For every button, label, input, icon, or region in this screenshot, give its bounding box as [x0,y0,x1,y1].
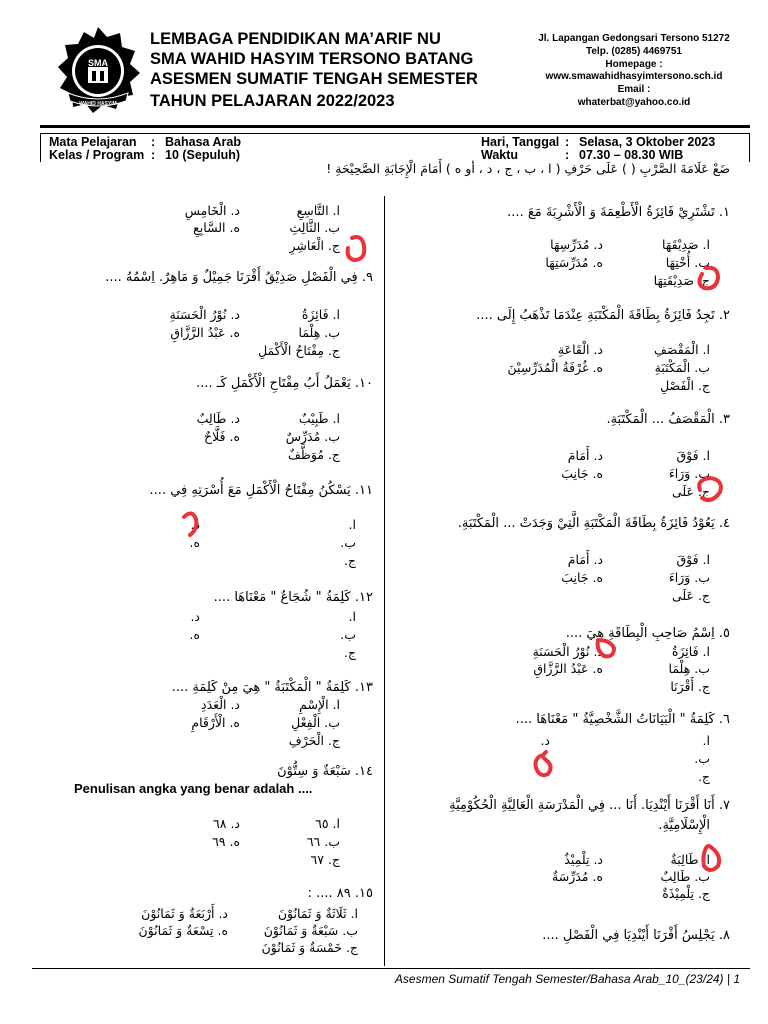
option-b[interactable]: ب. الْمَكْتَبَةِ [654,360,710,375]
option-e[interactable]: ه. جَانِبَ [561,466,603,481]
option-e[interactable]: ه. [189,535,200,550]
option-e[interactable]: ه. جَانِبَ [561,570,603,585]
option-c[interactable]: ج. مِفْتَاحُ الْأَكْمَلِ [258,343,340,358]
option-d[interactable]: د. نُوْرُ الْحَسَنَةِ [169,307,240,322]
option-e[interactable]: ه. مُدَرِّسَتِهَا [545,255,603,270]
question-number: ١١. [354,483,373,498]
question-number: ٨. [718,928,730,943]
answer-mark-1 [699,268,718,289]
option-a[interactable]: ا. الْإِسْمِ [299,697,340,712]
colon: : [565,148,570,162]
footer-divider [32,968,750,969]
question-text: تَجِدُ فَائِزَةُ بِطَاقَةَ الْمَكْتَبَةِ عِنْدَمَا تَذْهَبُ إِلَى .... [476,308,715,323]
question-text: يَجْلِسُ أَقْرَنَا أَيْنْدِيَا فِي الْفَصْلِ .... [542,928,715,943]
option-b[interactable]: ب. [340,535,356,550]
question-number: ١. [718,205,730,220]
option-a[interactable]: ا. فَوْقَ [676,448,710,463]
question-number: ٥. [718,626,730,641]
option-e[interactable]: ه. عَبْدُ الرَّزَّاقِ [533,661,603,676]
option-b[interactable]: ب. [340,627,356,642]
question-text: سَبْعَةٌ وَ سِتُّوْنَ [277,764,351,779]
option-d[interactable]: د. طَالِبٌ [196,411,240,426]
option-e[interactable]: ه. عَبْدُ الرَّزَّاقِ [170,325,240,340]
option-b[interactable]: ب. [694,751,710,766]
page-footer: Asesmen Sumatif Tengah Semester/Bahasa Arab_10_(23/24) | 1 [394,972,740,986]
question-number: ٢. [718,308,730,323]
option-d[interactable]: د. [190,517,200,532]
option-a[interactable]: ا. [348,517,356,532]
option-c[interactable]: ج. عَلَى [671,484,710,499]
question-number: ٩. [361,270,373,285]
option-b[interactable]: ب. وَرَاءَ [668,466,710,481]
header-exam-title: ASESMEN SUMATIF TENGAH SEMESTER [150,70,478,88]
email-label: Email : [617,84,651,96]
option-a[interactable]: ا. طَبِيْبٌ [298,411,340,426]
option-d[interactable]: د. نُوْرُ الْحَسَنَةِ [532,644,603,659]
option-c[interactable]: ج. [343,553,356,568]
question-number: ١٤. [354,764,373,779]
colon: : [565,135,570,149]
option-d[interactable]: د. أَرْبَعَةٌ وَ ثَمَانُوْنَ [141,906,228,921]
option-d[interactable]: د. تِلْمِيْذٌ [564,852,603,867]
header-academic-year: TAHUN PELAJARAN 2022/2023 [150,92,395,110]
colon: : [151,135,156,149]
option-c[interactable]: ج. ٦٧ [310,852,340,867]
answer-mark-6 [536,752,551,775]
option-b[interactable]: ب. وَرَاءَ [668,570,710,585]
option-b[interactable]: ب. الْفِعْلِ [291,715,340,730]
question-text: أَنَا أَقْرَنَا أَيْنْدِيَا. أَنَا ... فِي الْمَدْرَسَةِ الْعَالِيَّةِ الْحُكُوْمِيَّةِ [449,798,715,813]
question-number: ٦. [718,712,730,727]
subject-label: Mata Pelajaran [49,135,137,149]
question-number: ١٢. [354,590,373,605]
option-e[interactable]: ه. فَلَّاحٌ [204,429,240,444]
option-b[interactable]: ب. هِلْمَا [668,661,710,676]
option-a[interactable]: ا. [702,733,710,748]
option-b[interactable]: ب. هِلْمَا [298,325,340,340]
option-e[interactable]: ه. [189,627,200,642]
option-e[interactable]: ه. مُدَرِّسَةٌ [552,869,603,884]
logo-text: SMA [88,58,108,68]
option-c[interactable]: ج. عَلَى [671,588,710,603]
homepage-label: Homepage : [605,58,663,70]
option-b[interactable]: ب. الثَّالِثِ [289,220,340,235]
question-text: ٨٩ .... : [307,886,351,901]
option-e[interactable]: ه. ٦٩ [212,834,240,849]
logo-ribbon-text: WAHID HASYIM [79,101,117,107]
question-number: ٣. [718,412,730,427]
option-c[interactable]: ج. [343,645,356,660]
question-number: ١٠. [354,376,373,391]
colon: : [151,148,156,162]
option-a[interactable]: ا. فَائِزَةُ [301,307,340,322]
email-link[interactable]: whaterbat@yahoo.co.id [577,96,691,108]
question-text: الْمَقْصَفُ ... الْمَكْتَبَةِ. [606,412,715,427]
option-c[interactable]: ج. تِلْمِيْذَةٌ [662,886,710,901]
question-7-continued: الْإِسْلَامِيَّةِ. [658,818,710,833]
option-a[interactable]: ا. فَوْقَ [676,552,710,567]
class-label: Kelas / Program [49,148,145,162]
option-d[interactable]: د. مُدَرِّسِهَا [550,237,603,252]
header-school-name: SMA WAHID HASYIM TERSONO BATANG [150,50,474,68]
option-c[interactable]: ج. الْحَرْفِ [288,733,340,748]
option-a[interactable]: ا. الْمَقْصَفِ [653,342,710,357]
question-text: كَلِمَةُ " الْبَيَانَاتُ الشَّخْصِيَّةُ " مَعْنَاهَا .... [515,712,715,727]
option-c[interactable]: ج. مُوَظَّفٌ [287,447,340,462]
date-value: Selasa, 3 Oktober 2023 [579,135,716,149]
answer-mark-8 [348,237,365,260]
question-text: يَسْكُنُ مِفْتَاحُ الْأَكْمَلِ مَعَ أُسْرَتِهِ فِي .... [149,483,351,498]
question-14-prompt: Penulisan angka yang benar adalah .... [74,781,313,796]
homepage-link[interactable]: www.smawahidhasyimtersono.sch.id [545,71,723,83]
question-text: يَعُوْدُ فَائِزَةُ بِطَاقَةَ الْمَكْتَبَةِ الَّتِيْ وَجَدَتْ ... الْمَكْتَبَةِ. [457,516,715,531]
option-d[interactable]: د. [190,609,200,624]
question-number: ٧. [718,798,730,813]
time-value: 07.30 – 08.30 WIB [579,148,684,162]
option-b[interactable]: ب. مُدَرِّسٌ [285,429,340,444]
option-a[interactable]: ا. صَدِيْقَهَا [662,237,710,252]
option-c[interactable]: ج. صَدِيْقَتِهَا [653,273,710,288]
answer-mark-11 [184,513,196,535]
option-e[interactable]: ه. غُرْفَةُ الْمُدَرِّسِيْنَ [507,360,603,375]
question-text: تَشْتَرِيْ فَائِزَةُ الْأَطْعِمَةَ وَ الْأَشْرِبَةَ مَعَ .... [507,205,715,220]
option-a[interactable]: ا. فَائِزَةُ [671,644,710,659]
answer-mark-5 [598,640,614,656]
question-number: ١٥. [354,886,373,901]
answer-mark-3 [699,478,721,500]
class-value: 10 (Sepuluh) [165,148,241,162]
question-text: اِسْمُ صَاحِبِ الْبِطَاقَةِ هِيَ .... [565,626,715,641]
option-b[interactable]: ب. سَبْعَةٌ وَ ثَمَانُوْنَ [263,923,358,938]
option-e[interactable]: ه. الْأَرْقَامِ [191,715,240,730]
time-label: Waktu [481,148,519,162]
option-d[interactable]: د. الْعَدَدِ [201,697,240,712]
option-a[interactable]: ا. [348,609,356,624]
option-c[interactable]: ج. الْعَاشِرِ [289,238,340,253]
option-c[interactable]: ج. خَمْسَةٌ وَ ثَمَانُوْنَ [261,940,358,955]
option-c[interactable]: ج. أَقْرَنَا [670,679,710,694]
option-d[interactable]: د. أَمَامَ [567,552,603,567]
option-e[interactable]: ه. تِسْعَةٌ وَ ثَمَانُوْنَ [138,923,228,938]
option-a[interactable]: ا. ٦٥ [315,816,340,831]
option-a[interactable]: ا. ثَلَاثَةٌ وَ ثَمَانُوْنَ [277,906,358,921]
option-d[interactable]: د. الْخَامِسِ [184,203,240,218]
option-c[interactable]: ج. الْفَصْلِ [660,378,710,393]
option-e[interactable]: ه. السَّابِعِ [193,220,240,235]
option-a[interactable]: ا. التَّاسِعِ [296,203,340,218]
phone-text: Telp. (0285) 4469751 [586,45,682,57]
subject-value: Bahasa Arab [165,135,241,149]
question-text: كَلِمَةُ " شُجَاعٌ " مَعْنَاهَا .... [213,590,351,605]
option-d[interactable]: د. ٦٨ [213,816,240,831]
option-b[interactable]: ب. أُخْتِهَا [665,255,710,270]
question-text: كَلِمَةُ " الْمَكْتَبَةُ " هِيَ مِنْ كَلِمَةِ .... [171,680,351,695]
option-b[interactable]: ب. ٦٦ [306,834,340,849]
address-text: Jl. Lapangan Gedongsari Tersono 51272 [538,33,730,44]
question-text: يَعْمَلُ أَبُ مِفْتَاحِ الْأَكْمَلِ كَـ .... [196,376,351,391]
header-institution: LEMBAGA PENDIDIKAN MA’ARIF NU [150,30,441,48]
option-d[interactable]: د. الْقَاعَةِ [557,342,603,357]
option-d[interactable]: د. أَمَامَ [567,448,603,463]
date-label: Hari, Tanggal [481,135,560,149]
question-number: ٤. [718,516,730,531]
option-d[interactable]: د. [540,733,550,748]
option-a[interactable]: ا. طَالِبَةٌ [670,852,710,867]
option-c[interactable]: ج. [697,769,710,784]
answer-mark-7 [703,846,719,870]
question-number: ١٣. [354,680,373,695]
question-text: فِي الْفَصْلِ صَدِيْقُ أَقْرَنَا جَمِيْلٌ وَ مَاهِرٌ. اِسْمُهُ .... [105,270,358,285]
instruction-text: ضَعْ عَلَامَةَ الصَّرْبِ ( ) عَلَى حَرْفِ ( ا ، ب ، ج ، د ، أو ه ) أَمَامَ الْإِجَابَةِ الصَّحِيْحَةِ ! [326,161,730,176]
option-b[interactable]: ب. طَالِبٌ [660,869,710,884]
